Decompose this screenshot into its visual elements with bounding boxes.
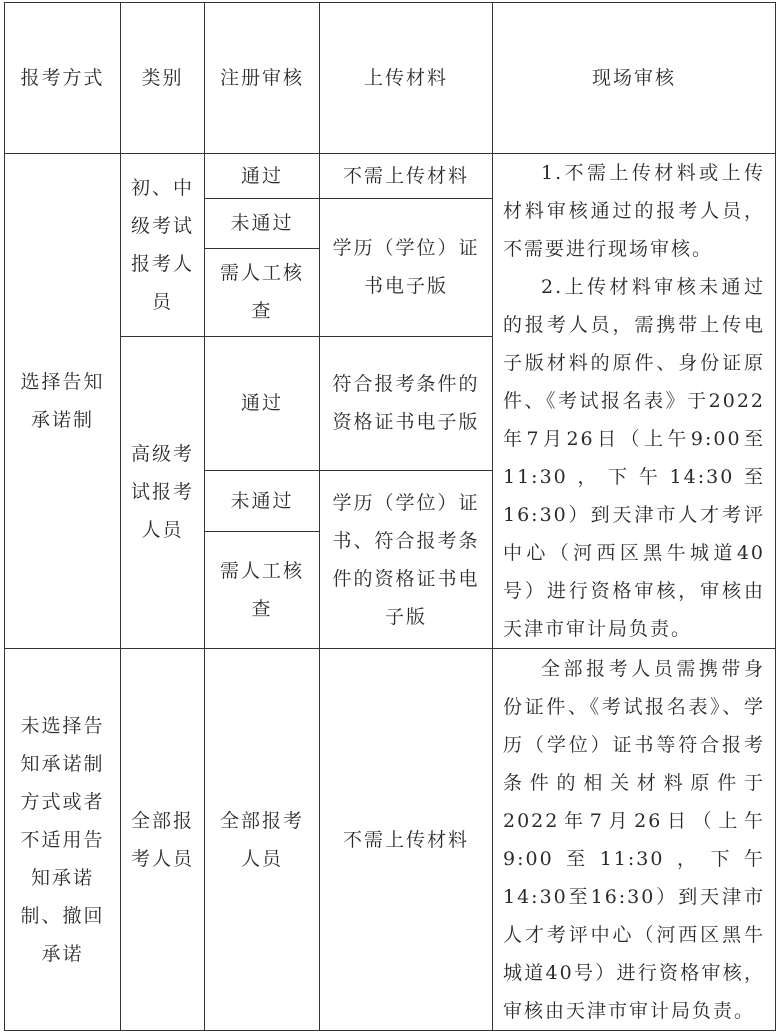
commitment-mode: 选择告知承诺制 (5, 154, 121, 649)
senior-fail-material: 学历（学位）证书、符合报考条件的资格证书电子版 (320, 471, 493, 649)
no-commitment-material: 不需上传材料 (320, 649, 493, 1031)
junior-pass: 通过 (205, 154, 320, 199)
table-row (5, 154, 776, 199)
no-commitment-registration: 全部报考人员 (205, 649, 320, 1031)
no-commitment-mode: 未选择告知承诺制方式或者不适用告知承诺制、撤回承诺 (5, 649, 121, 1031)
junior-fail: 未通过 (205, 199, 320, 249)
senior-category: 高级考试报考人员 (121, 336, 205, 648)
junior-fail-material: 学历（学位）证书电子版 (320, 199, 493, 337)
header-mode: 报考方式 (5, 3, 121, 154)
commitment-onsite-review (493, 154, 776, 649)
senior-pass-material: 符合报考条件的资格证书电子版 (320, 336, 493, 471)
no-commitment-category: 全部报考人员 (121, 649, 205, 1031)
onsite-paragraph: 全部报考人员需携带身份证件、《考试报名表》、学历（学位）证书等符合报考条件的相关材料原件于2022年7月26日（上午9:00至11:30，下午14:30至16:30）到天津市人才考评中心（河西区黑牛城道40号）进行资格审核，审核由天津市审计局负责。 (503, 657, 765, 1022)
header-registration-review: 注册审核 (205, 3, 320, 154)
junior-manual: 需人工核查 (205, 248, 320, 336)
onsite-paragraph-2: 2.上传材料审核未通过的报考人员，需携带上传电子版材料的原件、身份证原件、《考试报名表》于2022年7月26日（上午9:00至11:30，下午14:30至16:30）到天津市人才考评中心（河西区黑牛城道40号）进行资格审核，审核由天津市审计局负责。 (503, 276, 765, 640)
senior-fail: 未通过 (205, 471, 320, 532)
senior-pass: 通过 (205, 336, 320, 471)
header-category: 类别 (121, 3, 205, 154)
exam-review-table (4, 2, 776, 1031)
junior-pass-material: 不需上传材料 (320, 154, 493, 199)
onsite-paragraph-1: 1.不需上传材料或上传材料审核通过的报考人员，不需要进行现场审核。 (503, 162, 765, 260)
senior-manual: 需人工核查 (205, 532, 320, 649)
header-onsite-review: 现场审核 (493, 3, 776, 154)
header-upload-materials: 上传材料 (320, 3, 493, 154)
header-row (5, 3, 776, 154)
no-commitment-onsite-review (493, 649, 776, 1031)
table-row (5, 649, 776, 1031)
junior-category: 初、中级考试报考人员 (121, 154, 205, 337)
